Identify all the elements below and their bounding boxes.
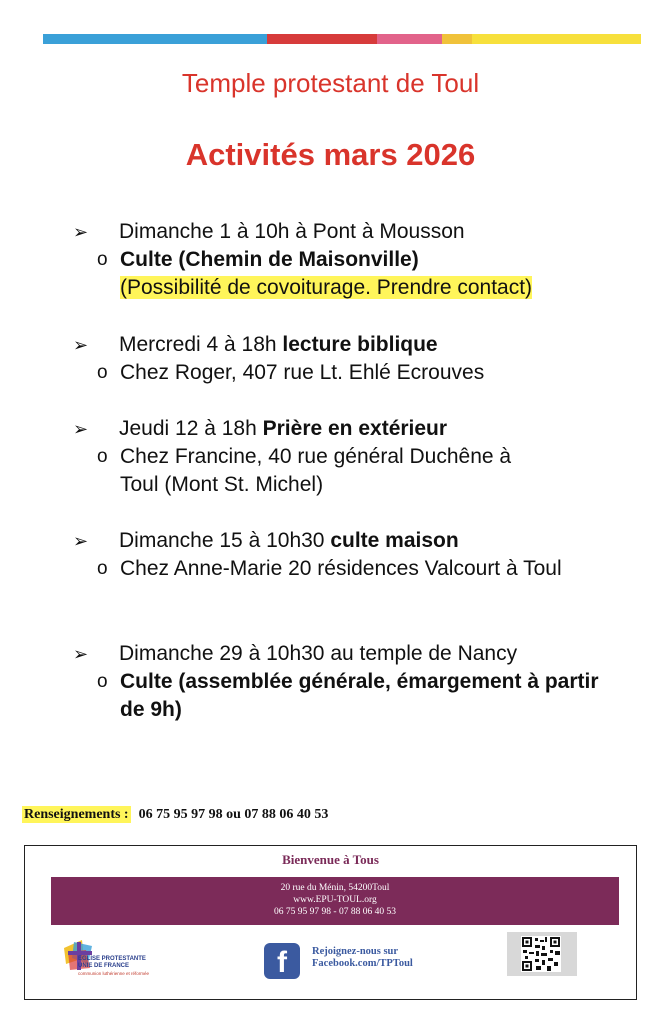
circle-bullet-icon: o bbox=[97, 671, 108, 692]
activity-item bbox=[73, 640, 633, 724]
page-header: Temple protestant de Toul bbox=[181, 68, 480, 98]
circle-bullet-icon: o bbox=[97, 362, 108, 383]
activity-type: lecture biblique bbox=[282, 333, 438, 356]
logo-subtitle: communion luthérienne et réformée bbox=[78, 971, 150, 976]
activity-date: Dimanche 15 à 10h30 bbox=[119, 529, 331, 552]
activity-detail: Chez Roger, 407 rue Lt. Ehlé Ecrouves bbox=[120, 361, 485, 384]
activity-note: (Possibilité de covoiturage. Prendre contact) bbox=[120, 276, 533, 299]
arrow-bullet-icon: ➢ bbox=[73, 531, 89, 551]
qr-code bbox=[507, 932, 577, 976]
welcome-text: Bienvenue à Tous bbox=[282, 852, 379, 867]
facebook-link[interactable]: Rejoignez-nous sur Facebook.com/TPToul bbox=[312, 946, 413, 969]
arrow-bullet-icon: ➢ bbox=[73, 419, 89, 439]
circle-bullet-icon: o bbox=[97, 446, 108, 467]
address: 20 rue du Ménin, 54200Toul bbox=[280, 883, 390, 893]
activity-date: Dimanche 1 à 10h à Pont à Mousson bbox=[119, 220, 465, 243]
activity-type: Prière en extérieur bbox=[262, 417, 448, 440]
footer-box bbox=[24, 845, 637, 1000]
contact-label: Renseignements : bbox=[24, 807, 129, 822]
arrow-bullet-icon: ➢ bbox=[73, 222, 89, 242]
arrow-bullet-icon: ➢ bbox=[73, 644, 89, 664]
website-link[interactable]: www.EPU-TOUL.org bbox=[293, 895, 377, 905]
activity-detail: Culte (Chemin de Maisonville) bbox=[120, 248, 419, 271]
activity-type: culte maison bbox=[330, 529, 459, 552]
facebook-icon[interactable]: f bbox=[264, 943, 300, 979]
epudf-logo bbox=[62, 938, 167, 982]
activity-item bbox=[73, 218, 633, 302]
activity-detail: Chez Anne-Marie 20 résidences Valcourt à Toul bbox=[120, 557, 562, 580]
activity-detail: Chez Francine, 40 rue général Duchêne à Toul (Mont St. Michel) bbox=[120, 445, 512, 496]
circle-bullet-icon: o bbox=[97, 558, 108, 579]
page-title: Activités mars 2026 bbox=[185, 137, 476, 172]
logo-text: EGLISE PROTESTANTE UNIE DE FRANCE bbox=[78, 956, 146, 969]
activity-detail: Culte (assemblée générale, émargement à partir de 9h) bbox=[120, 670, 599, 721]
qr-code-icon bbox=[521, 936, 561, 972]
contact-info bbox=[22, 807, 328, 823]
activity-date: Mercredi 4 à 18h bbox=[119, 333, 283, 356]
activity-date: Dimanche 29 à 10h30 au temple de Nancy bbox=[119, 642, 518, 665]
address-band bbox=[51, 877, 619, 925]
activity-item bbox=[73, 415, 633, 499]
activity-item bbox=[73, 331, 633, 387]
circle-bullet-icon: o bbox=[97, 249, 108, 270]
top-color-bar bbox=[43, 34, 641, 44]
arrow-bullet-icon: ➢ bbox=[73, 335, 89, 355]
activity-item bbox=[73, 527, 633, 583]
activity-date: Jeudi 12 à 18h bbox=[119, 417, 263, 440]
contact-numbers: 06 75 95 97 98 ou 07 88 06 40 53 bbox=[138, 807, 329, 822]
footer-phones: 06 75 95 97 98 - 07 88 06 40 53 bbox=[274, 907, 396, 917]
